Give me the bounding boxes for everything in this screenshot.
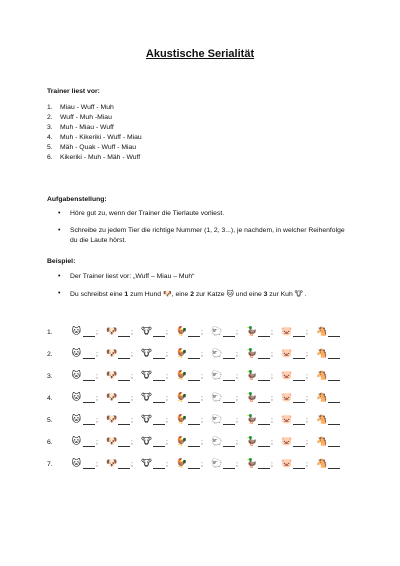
answer-blank[interactable]	[258, 380, 270, 381]
answer-blank[interactable]	[188, 446, 200, 447]
duck-icon: 🦆	[246, 459, 258, 469]
sequence-item	[47, 123, 142, 133]
bullet-dot-icon: •	[58, 226, 61, 234]
page-title: Akustische Serialität	[145, 48, 255, 60]
answer-blank[interactable]	[83, 336, 95, 337]
sequence-number: 5.	[47, 144, 53, 151]
pig-icon: 🐷	[281, 437, 293, 447]
example-number: 3	[263, 290, 268, 298]
separator: ;	[96, 351, 98, 358]
sequence-item	[47, 143, 142, 153]
cow-icon: 🐮	[141, 349, 152, 359]
separator: ;	[271, 351, 273, 358]
answer-blank[interactable]	[83, 402, 95, 403]
answer-blank[interactable]	[223, 358, 235, 359]
cat-icon: 🐱	[71, 393, 82, 403]
rooster-icon: 🐓	[176, 393, 188, 403]
answer-blank[interactable]	[328, 424, 340, 425]
rooster-icon: 🐓	[176, 371, 188, 381]
separator: ;	[166, 329, 168, 336]
separator: ;	[306, 439, 308, 446]
answer-blank[interactable]	[293, 336, 305, 337]
answer-blank[interactable]	[188, 358, 200, 359]
cow-icon: 🐮	[141, 437, 152, 447]
duck-icon: 🦆	[246, 393, 258, 403]
rooster-icon: 🐓	[176, 415, 188, 425]
sequence-text: Miau - Wuff - Muh	[60, 104, 114, 111]
answer-blank[interactable]	[223, 468, 235, 469]
answer-blank[interactable]	[258, 468, 270, 469]
sequence-number: 6.	[47, 154, 53, 161]
cat-icon: 🐱	[71, 415, 82, 425]
separator: ;	[236, 439, 238, 446]
answer-row	[47, 327, 347, 339]
pig-icon: 🐷	[281, 371, 293, 381]
horse-icon: 🐴	[316, 327, 328, 337]
sequence-text: Mäh - Quak - Wuff - Miau	[60, 144, 137, 151]
separator: ;	[271, 329, 273, 336]
bullet-dot-icon: •	[58, 289, 61, 297]
horse-icon: 🐴	[316, 393, 328, 403]
separator: ;	[201, 351, 203, 358]
dog-icon: 🐶	[106, 415, 118, 425]
answer-blank[interactable]	[258, 424, 270, 425]
task-bullet	[58, 226, 348, 247]
separator: ;	[131, 373, 133, 380]
pig-icon: 🐷	[281, 415, 293, 425]
answer-blank[interactable]	[153, 402, 165, 403]
task-bullet	[58, 209, 348, 220]
separator: ;	[166, 439, 168, 446]
rooster-icon: 🐓	[176, 349, 188, 359]
example-number: 2	[190, 290, 194, 298]
cat-icon: 🐱	[71, 437, 82, 447]
answer-blank[interactable]	[258, 402, 270, 403]
pig-icon: 🐷	[281, 459, 293, 469]
answer-blank[interactable]	[223, 424, 235, 425]
row-number: 3.	[47, 373, 53, 380]
sequence-text: Kikeriki - Muh - Mäh - Wuff	[60, 154, 141, 161]
sheep-icon: 🐑	[211, 437, 223, 447]
separator: ;	[306, 461, 308, 468]
separator: ;	[166, 461, 168, 468]
separator: ;	[236, 461, 238, 468]
answer-blank[interactable]	[118, 468, 130, 469]
answer-blank[interactable]	[328, 402, 340, 403]
horse-icon: 🐴	[316, 437, 328, 447]
bullet-dot-icon: •	[58, 273, 61, 280]
answer-row	[47, 437, 347, 449]
row-number: 5.	[47, 417, 53, 424]
task-bullet-text: Höre gut zu, wenn der Trainer die Tierlaute vorliest.	[70, 210, 225, 217]
answer-row	[47, 349, 347, 361]
sequence-item	[47, 153, 142, 163]
bullet-dot-icon: •	[58, 210, 61, 217]
dog-icon: 🐶	[106, 371, 118, 381]
cat-icon: 🐱	[71, 459, 82, 469]
separator: ;	[306, 373, 308, 380]
answer-blank[interactable]	[118, 380, 130, 381]
separator: ;	[131, 351, 133, 358]
answer-blank[interactable]	[293, 402, 305, 403]
dog-icon: 🐶	[106, 437, 118, 447]
answer-blank[interactable]	[328, 446, 340, 447]
rooster-icon: 🐓	[176, 327, 188, 337]
answer-blank[interactable]	[293, 446, 305, 447]
separator: ;	[201, 461, 203, 468]
dog-icon: 🐶	[106, 327, 118, 337]
answer-blank[interactable]	[118, 446, 130, 447]
row-number: 2.	[47, 351, 53, 358]
sequence-text: Wuff - Muh -Miau	[60, 114, 112, 121]
separator: ;	[201, 329, 203, 336]
answer-blank[interactable]	[153, 468, 165, 469]
sequence-list	[47, 103, 142, 163]
rooster-icon: 🐓	[176, 437, 188, 447]
cow-icon: 🐮	[141, 393, 152, 403]
separator: ;	[201, 373, 203, 380]
separator: ;	[166, 351, 168, 358]
separator: ;	[131, 395, 133, 402]
example-text: zur Katze	[193, 290, 227, 298]
sheep-icon: 🐑	[211, 415, 223, 425]
answer-blank[interactable]	[188, 402, 200, 403]
example-text: Du schreibst eine	[70, 290, 125, 298]
answer-blank[interactable]	[293, 358, 305, 359]
dog-icon: 🐶	[162, 289, 172, 298]
task-heading: Aufgabenstellung:	[47, 196, 107, 203]
answer-blank[interactable]	[258, 336, 270, 337]
horse-icon: 🐴	[316, 459, 328, 469]
duck-icon: 🦆	[246, 349, 258, 359]
separator: ;	[236, 417, 238, 424]
sequence-item	[47, 103, 142, 113]
sequence-text: Muh - Kikeriki - Wuff - Miau	[60, 134, 142, 141]
answer-blank[interactable]	[83, 468, 95, 469]
separator: ;	[166, 373, 168, 380]
example-heading: Beispiel:	[47, 258, 76, 265]
cat-icon: 🐱	[71, 349, 82, 359]
example-text: .	[302, 290, 307, 298]
task-bullet-list	[58, 209, 348, 253]
row-number: 7.	[47, 461, 53, 468]
answer-blank[interactable]	[188, 424, 200, 425]
duck-icon: 🦆	[246, 415, 258, 425]
row-number: 4.	[47, 395, 53, 402]
sheep-icon: 🐑	[211, 371, 223, 381]
cow-icon: 🐮	[141, 371, 152, 381]
trainer-heading: Trainer liest vor:	[47, 88, 100, 95]
answer-blank[interactable]	[223, 402, 235, 403]
row-number: 1.	[47, 329, 53, 336]
cow-icon: 🐮	[141, 459, 152, 469]
answer-row	[47, 415, 347, 427]
separator: ;	[236, 351, 238, 358]
sheep-icon: 🐑	[211, 393, 223, 403]
separator: ;	[201, 439, 203, 446]
answer-blank[interactable]	[328, 336, 340, 337]
answer-blank[interactable]	[188, 336, 200, 337]
answer-blank[interactable]	[293, 424, 305, 425]
answer-blank[interactable]	[258, 446, 270, 447]
answer-blank[interactable]	[293, 468, 305, 469]
cow-icon: 🐮	[141, 327, 152, 337]
answer-blank[interactable]	[83, 446, 95, 447]
example-text: zum Hund	[128, 290, 163, 298]
separator: ;	[201, 417, 203, 424]
separator: ;	[166, 395, 168, 402]
separator: ;	[236, 329, 238, 336]
answer-blank[interactable]	[188, 468, 200, 469]
separator: ;	[131, 439, 133, 446]
separator: ;	[166, 417, 168, 424]
answer-blank[interactable]	[188, 380, 200, 381]
separator: ;	[201, 395, 203, 402]
dog-icon: 🐶	[106, 459, 118, 469]
answer-blank[interactable]	[153, 358, 165, 359]
example-bullet	[58, 289, 348, 301]
example-text: , eine	[171, 290, 191, 298]
answer-blank[interactable]	[118, 424, 130, 425]
sequence-number: 1.	[47, 104, 53, 111]
separator: ;	[131, 461, 133, 468]
answer-blank[interactable]	[328, 468, 340, 469]
separator: ;	[306, 329, 308, 336]
separator: ;	[96, 439, 98, 446]
answer-blank[interactable]	[118, 336, 130, 337]
sequence-number: 3.	[47, 124, 53, 131]
example-text: und eine	[233, 290, 264, 298]
task-bullet-text: Schreibe zu jedem Tier die richtige Nummer (1, 2, 3...), je nachdem, in welcher Reihenfolge du die Laute hörst.	[70, 226, 345, 244]
row-number: 6.	[47, 439, 53, 446]
answer-blank[interactable]	[153, 380, 165, 381]
separator: ;	[271, 439, 273, 446]
answer-row	[47, 371, 347, 383]
pig-icon: 🐷	[281, 327, 293, 337]
example-text: zur Kuh	[267, 290, 295, 298]
pig-icon: 🐷	[281, 349, 293, 359]
separator: ;	[96, 417, 98, 424]
example-bullet-text: Der Trainer liest vor: „Wuff – Miau – Muh“	[70, 273, 195, 280]
dog-icon: 🐶	[106, 349, 118, 359]
separator: ;	[236, 395, 238, 402]
answer-blank[interactable]	[223, 380, 235, 381]
separator: ;	[131, 329, 133, 336]
answer-blank[interactable]	[153, 424, 165, 425]
answer-blank[interactable]	[328, 358, 340, 359]
rooster-icon: 🐓	[176, 459, 188, 469]
horse-icon: 🐴	[316, 371, 328, 381]
answer-blank[interactable]	[153, 336, 165, 337]
answer-blank[interactable]	[83, 358, 95, 359]
answer-blank[interactable]	[118, 358, 130, 359]
sequence-item	[47, 113, 142, 123]
answer-row	[47, 393, 347, 405]
dog-icon: 🐶	[106, 393, 118, 403]
cow-icon: 🐮	[294, 289, 303, 298]
separator: ;	[131, 417, 133, 424]
horse-icon: 🐴	[316, 415, 328, 425]
duck-icon: 🦆	[246, 371, 258, 381]
answer-blank[interactable]	[153, 446, 165, 447]
answer-blank[interactable]	[328, 380, 340, 381]
separator: ;	[306, 351, 308, 358]
sequence-number: 4.	[47, 134, 53, 141]
separator: ;	[271, 373, 273, 380]
pig-icon: 🐷	[281, 393, 293, 403]
answer-blank[interactable]	[223, 446, 235, 447]
answer-blank[interactable]	[223, 336, 235, 337]
answer-blank[interactable]	[83, 424, 95, 425]
separator: ;	[96, 461, 98, 468]
sheep-icon: 🐑	[211, 327, 223, 337]
answer-blank[interactable]	[258, 358, 270, 359]
sheep-icon: 🐑	[211, 349, 223, 359]
cat-icon: 🐱	[226, 289, 234, 298]
example-number: 1	[124, 290, 129, 298]
separator: ;	[96, 329, 98, 336]
answer-blank[interactable]	[293, 380, 305, 381]
horse-icon: 🐴	[316, 349, 328, 359]
answer-blank[interactable]	[83, 380, 95, 381]
separator: ;	[271, 461, 273, 468]
cow-icon: 🐮	[141, 415, 152, 425]
separator: ;	[96, 373, 98, 380]
example-bullet-list	[58, 272, 348, 306]
separator: ;	[96, 395, 98, 402]
separator: ;	[306, 395, 308, 402]
separator: ;	[271, 417, 273, 424]
answer-row	[47, 459, 347, 471]
sequence-text: Muh - Miau - Wuff	[60, 124, 114, 131]
separator: ;	[306, 417, 308, 424]
separator: ;	[271, 395, 273, 402]
sequence-item	[47, 133, 142, 143]
cat-icon: 🐱	[71, 327, 82, 337]
duck-icon: 🦆	[246, 437, 258, 447]
sheep-icon: 🐑	[211, 459, 223, 469]
separator: ;	[236, 373, 238, 380]
sequence-number: 2.	[47, 114, 53, 121]
duck-icon: 🦆	[246, 327, 258, 337]
example-bullet	[58, 272, 348, 283]
cat-icon: 🐱	[71, 371, 82, 381]
answer-blank[interactable]	[118, 402, 130, 403]
